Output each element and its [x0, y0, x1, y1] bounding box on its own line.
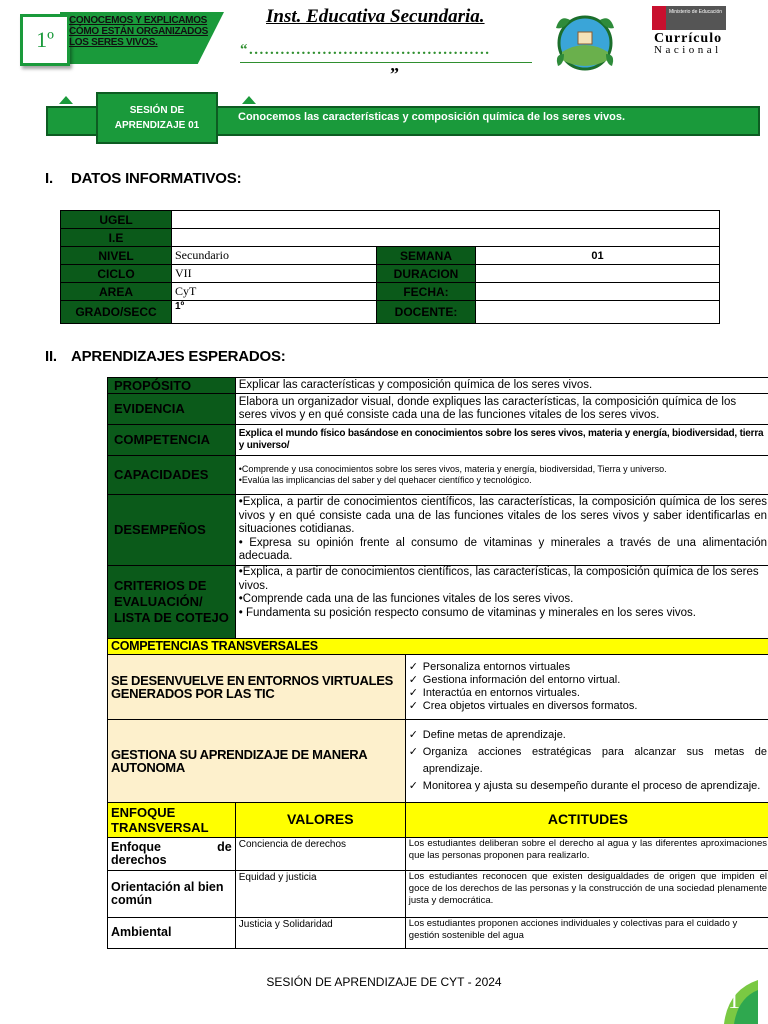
- capacidad-item: •Comprende y usa conocimientos sobre los seres vivos, materia y energía, biodiversidad, Tierra y universo.: [238, 464, 667, 474]
- table-row: [108, 655, 768, 720]
- section-1-number: I.: [45, 170, 53, 187]
- duracion-label: DURACION: [377, 265, 476, 283]
- nivel-value: Secundario: [172, 247, 377, 265]
- desempeno-item: •Explica, a partir de conocimientos científicos, las características, la composición química de los seres vivos y en qué consiste cada una de las funciones vitales de los seres vivos y saber identificarlas en situaciones cotidianas.: [238, 496, 767, 536]
- desempeno-item: • Expresa su opinión frente al consumo de vitaminas y minerales a través de una alimentación adecuada.: [238, 536, 767, 563]
- table-row: [108, 918, 768, 949]
- semana-label: SEMANA: [377, 247, 476, 265]
- table-row: [61, 265, 720, 283]
- table-row: [108, 425, 768, 456]
- actitudes-header: ACTITUDES: [405, 803, 768, 838]
- check-item: ✓ Personaliza entornos virtuales: [423, 661, 767, 674]
- transversales-header: COMPETENCIAS TRANSVERSALES: [108, 639, 768, 655]
- ugel-label: UGEL: [61, 211, 172, 229]
- grado-label: GRADO/SECC: [61, 301, 172, 324]
- curriculo-title: Currículo: [654, 31, 723, 46]
- table-row: [61, 283, 720, 301]
- criterio-item: •Explica, a partir de conocimientos científicos, las características, la composición química de los seres vivos.: [238, 566, 759, 592]
- grado-value: 1º: [172, 301, 377, 324]
- capacidad-item: •Evalúa las implicancias del saber y del quehacer científico y tecnológico.: [238, 475, 532, 485]
- section-2-number: II.: [45, 348, 57, 365]
- table-row: [61, 247, 720, 265]
- valor-value: Conciencia de derechos: [235, 838, 405, 871]
- area-label: AREA: [61, 283, 172, 301]
- unit-title: CONOCEMOS Y EXPLICAMOS CÓMO ESTÁN ORGANIZADOS LOS SERES VIVOS.: [69, 15, 208, 48]
- ciclo-value: VII: [172, 265, 377, 283]
- competencia-label: COMPETENCIA: [108, 425, 236, 456]
- aprendizajes-table: [107, 377, 768, 949]
- peru-flag-icon: [652, 6, 666, 30]
- fecha-value: [476, 283, 720, 301]
- ie-value: [172, 229, 720, 247]
- check-item: ✓ Organiza acciones estratégicas para alcanzar sus metas de aprendizaje.: [423, 744, 767, 778]
- actitud-value: Los estudiantes deliberan sobre el derecho al agua y las diferentes aproximaciones que las personas proponen para realizarlo.: [405, 838, 768, 871]
- desempenos-value: [235, 495, 768, 566]
- curriculo-subtitle: Nacional: [654, 44, 722, 56]
- enfoque-name: Orientación al bien común: [108, 871, 236, 918]
- enfoque-name: Ambiental: [108, 918, 236, 949]
- page-number: 1: [728, 988, 740, 1014]
- docente-label: DOCENTE:: [377, 301, 476, 324]
- table-row: [108, 639, 768, 655]
- tic-capacities: [405, 655, 768, 720]
- criterio-item: • Fundamenta su posición respecto consumo de vitaminas y minerales en los seres vivos.: [238, 606, 696, 619]
- table-row: [108, 394, 768, 425]
- proposito-value: Explicar las características y composición química de los seres vivos.: [235, 378, 768, 394]
- nivel-label: NIVEL: [61, 247, 172, 265]
- table-row: [108, 838, 768, 871]
- session-title: Conocemos las características y composición química de los seres vivos.: [238, 111, 626, 123]
- capacidades-value: [235, 456, 768, 495]
- check-item: ✓ Gestiona información del entorno virtual.: [423, 674, 767, 687]
- autonomo-capacities: [405, 720, 768, 803]
- ministry-label: Ministerio de Educación: [666, 6, 726, 30]
- table-row: [108, 378, 768, 394]
- fecha-label: FECHA:: [377, 283, 476, 301]
- datos-table: [60, 210, 720, 324]
- capacidades-label: CAPACIDADES: [108, 456, 236, 495]
- check-item: ✓ Monitorea y ajusta su desempeño durante el proceso de aprendizaje.: [423, 778, 767, 795]
- quote-line: “..............................................: [240, 42, 532, 63]
- ministry-logo: [652, 6, 740, 30]
- table-row: [108, 495, 768, 566]
- table-row: [61, 301, 720, 324]
- ugel-value: [172, 211, 720, 229]
- criterios-label: CRITERIOS DE EVALUACIÓN/ LISTA DE COTEJO: [108, 566, 236, 639]
- triangle-icon: [59, 96, 73, 104]
- criterio-item: •Comprende cada una de las funciones vitales de los seres vivos.: [238, 593, 574, 605]
- actitud-value: Los estudiantes reconocen que existen desigualdades de origen que impiden el goce de los derechos de las personas y la construcción de una sociedad plenamente justa y democrática.: [405, 871, 768, 918]
- actitud-value: Los estudiantes proponen acciones individuales y colectivas para el cuidado y gestión sostenible del agua: [405, 918, 768, 949]
- semana-value: 01: [476, 247, 720, 265]
- session-label: SESIÓN DE APRENDIZAJE 01: [96, 92, 218, 144]
- table-row: [61, 229, 720, 247]
- grade-badge: 1º: [20, 14, 70, 66]
- area-value: CyT: [172, 283, 377, 301]
- section-2-title: APRENDIZAJES ESPERADOS:: [71, 348, 286, 365]
- footer-text: SESIÓN DE APRENDIZAJE DE CYT - 2024: [266, 975, 502, 989]
- duracion-value: [476, 265, 720, 283]
- tic-competence: SE DESENVUELVE EN ENTORNOS VIRTUALES GENERADOS POR LAS TIC: [108, 655, 406, 720]
- check-item: ✓ Interactúa en entornos virtuales.: [423, 687, 767, 700]
- check-item: ✓ Define metas de aprendizaje.: [423, 727, 767, 744]
- desempenos-label: DESEMPEÑOS: [108, 495, 236, 566]
- table-row: [61, 211, 720, 229]
- docente-value: [476, 301, 720, 324]
- criterios-value: [235, 566, 768, 639]
- evidencia-value: Elabora un organizador visual, donde expliques las características, la composición química de los seres vivos y en qué consiste cada una de las funciones vitales de los seres vivos.: [235, 394, 768, 425]
- autonomo-competence: GESTIONA SU APRENDIZAJE DE MANERA AUTONOMA: [108, 720, 406, 803]
- enfoque-header: ENFOQUE TRANSVERSAL: [108, 803, 236, 838]
- table-row: [108, 456, 768, 495]
- valor-value: Justicia y Solidaridad: [235, 918, 405, 949]
- school-logo-icon: [550, 8, 620, 78]
- valor-value: Equidad y justicia: [235, 871, 405, 918]
- enfoque-name: Enfoque de derechos: [108, 838, 236, 871]
- evidencia-label: EVIDENCIA: [108, 394, 236, 425]
- table-row: [108, 871, 768, 918]
- triangle-icon: [242, 96, 256, 104]
- section-1-title: DATOS INFORMATIVOS:: [71, 170, 242, 187]
- ciclo-label: CICLO: [61, 265, 172, 283]
- quote-close: ”: [390, 64, 399, 84]
- table-row: [108, 803, 768, 838]
- proposito-label: PROPÓSITO: [108, 378, 236, 394]
- check-item: ✓ Crea objetos virtuales en diversos formatos.: [423, 700, 767, 713]
- table-row: [108, 566, 768, 639]
- school-name: Inst. Educativa Secundaria.: [266, 6, 485, 27]
- table-row: [108, 720, 768, 803]
- valores-header: VALORES: [235, 803, 405, 838]
- ie-label: I.E: [61, 229, 172, 247]
- competencia-value: Explica el mundo físico basándose en conocimientos sobre los seres vivos, materia y energía, biodiversidad, tierra y universo/: [235, 425, 768, 456]
